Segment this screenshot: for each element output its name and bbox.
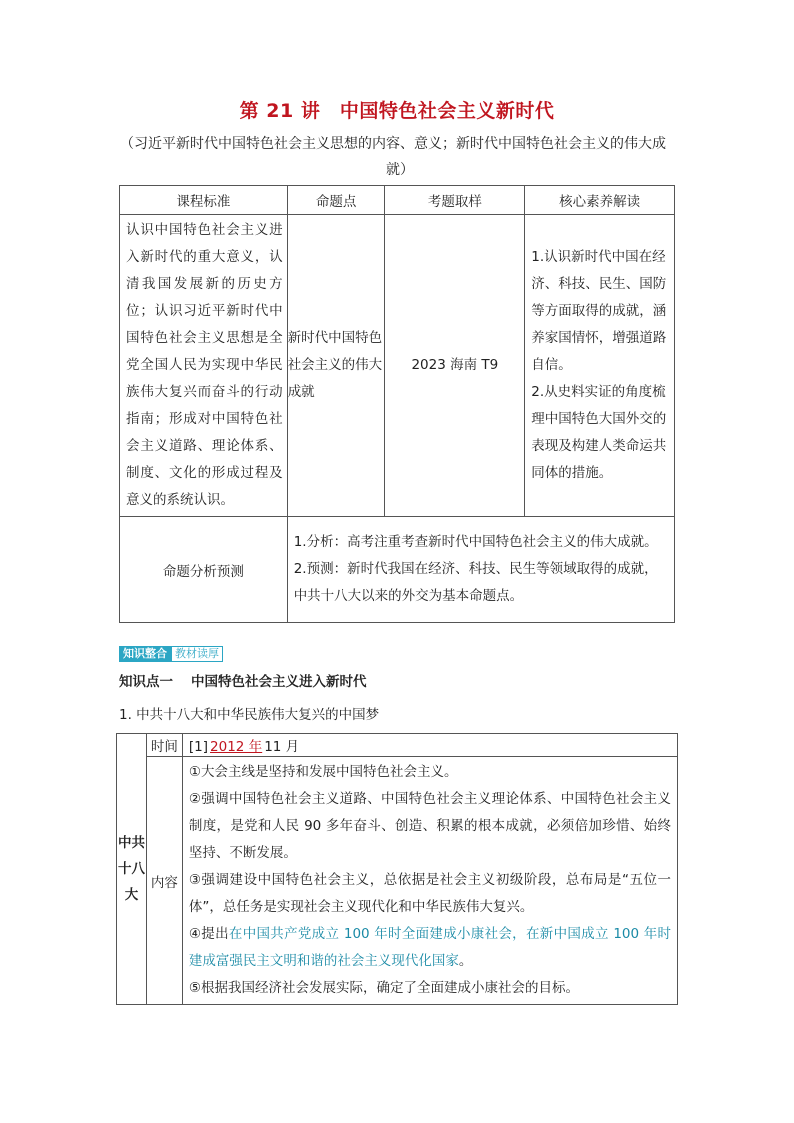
analysis-item: 2.预测：新时代我国在经济、科技、民生等领域取得的成就，中共十八大以来的外交为基本命题点。 [293, 561, 658, 604]
curriculum-standards-table [119, 185, 675, 623]
time-row [117, 734, 678, 757]
subtitle-main: （习近平新时代中国特色社会主义思想的内容、意义；新时代中国特色社会主义的伟大成 [120, 136, 666, 152]
content-label: 内容 [146, 757, 182, 1005]
section-badge [119, 646, 223, 662]
item4-prefix: ④提出 [188, 926, 229, 942]
subtitle-tail: 就） [386, 162, 414, 178]
header-proposition-point: 命题点 [287, 186, 385, 215]
content-item: ③强调建设中国特色社会主义，总依据是社会主义初级阶段，总布局是“五位一体”，总任务是实现社会主义现代化和中华民族伟大复兴。 [188, 872, 671, 915]
analysis-item: 1.分析：高考注重考查新时代中国特色社会主义的伟大成就。 [293, 534, 658, 550]
badge-textbook-reading: 教材读厚 [171, 646, 223, 662]
content-item [189, 921, 671, 975]
item4-suffix: 。 [458, 953, 473, 969]
analysis-row [120, 517, 675, 623]
content-item: ⑤根据我国经济社会发展实际，确定了全面建成小康社会的目标。 [188, 980, 580, 996]
lesson-title: 第 21 讲 中国特色社会主义新时代 [239, 100, 555, 122]
lesson-subtitle [120, 131, 680, 183]
time-suffix: 11 月 [264, 739, 300, 755]
section-heading: 1. 中共十八大和中华民族伟大复兴的中国梦 [119, 707, 380, 723]
knowledge-point-title: 中国特色社会主义进入新时代 [191, 674, 367, 690]
analysis-text-cell [287, 517, 674, 623]
header-core-literacy: 核心素养解读 [525, 186, 675, 215]
knowledge-point-heading [119, 670, 367, 690]
fill-answer: 2012 年 [210, 739, 263, 755]
core-literacy-cell [525, 215, 675, 517]
item4-highlight: 在中国共产党成立 100 年时全面建成小康社会，在新中国成立 100 年时建成富强民主文明和谐的社会主义现代化国家 [188, 926, 671, 969]
content-row [117, 757, 678, 1005]
cpc-18th-congress-table [116, 733, 678, 1005]
analysis-label: 命题分析预测 [120, 517, 288, 623]
knowledge-point-label: 知识点一 [119, 674, 173, 690]
content-cell [182, 757, 677, 1005]
header-exam-sample: 考题取样 [385, 186, 525, 215]
time-value [182, 734, 677, 757]
time-label: 时间 [146, 734, 182, 757]
curriculum-standard-cell: 认识中国特色社会主义进入新时代的重大意义，认清我国发展新的历史方位；认识习近平新时代中国特色社会主义思想是全党全国人民为实现中华民族伟大复兴而奋斗的行动指南；形成对中国特色社会主义道路、理论体系、制度、文化的形成过程及意义的系统认识。 [120, 215, 288, 517]
table-header-row [120, 186, 675, 215]
blank-number: [1] [188, 739, 209, 755]
table-row [120, 215, 675, 517]
proposition-point-cell: 新时代中国特色社会主义的伟大成就 [287, 215, 385, 517]
content-item: ①大会主线是坚持和发展中国特色社会主义。 [188, 764, 458, 780]
exam-sample-cell: 2023 海南 T9 [385, 215, 525, 517]
badge-knowledge-integration: 知识整合 [119, 646, 171, 662]
literacy-item: 2.从史料实证的角度梳理中国特色大国外交的表现及构建人类命运共同体的措施。 [531, 384, 667, 481]
literacy-item: 1.认识新时代中国在经济、科技、民生、国防等方面取得的成就，涵养家国情怀，增强道路自信。 [531, 249, 667, 373]
header-curriculum-standard: 课程标准 [120, 186, 288, 215]
content-item: ②强调中国特色社会主义道路、中国特色社会主义理论体系、中国特色社会主义制度，是党和人民 90 多年奋斗、创造、积累的根本成就，必须倍加珍惜、始终坚持、不断发展。 [188, 791, 671, 861]
congress-label: 中共十八大 [117, 734, 147, 1005]
